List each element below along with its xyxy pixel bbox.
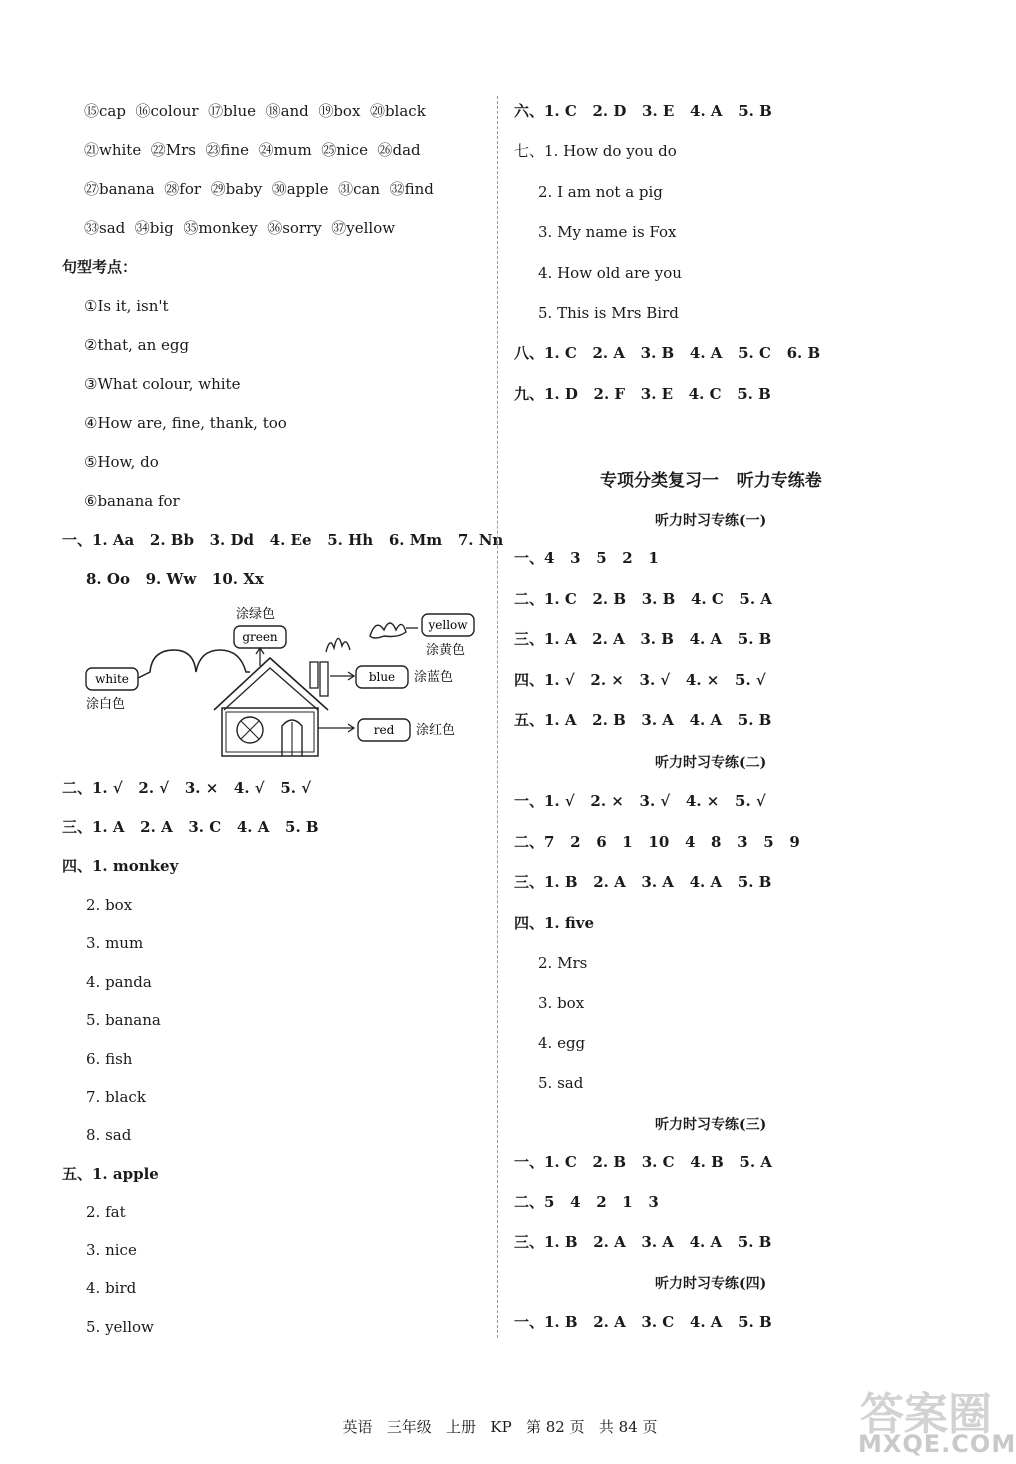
vocab-row: ㉝sad ㉞big ㉟monkey ㊱sorry ㊲yellow	[84, 219, 396, 237]
section-7-item: 2. I am not a pig	[538, 183, 663, 201]
sentence-item: ①Is it, isn't	[84, 297, 169, 315]
practice-1-line: 三、1. A 2. A 3. B 4. A 5. B	[514, 630, 772, 648]
section-4-item: 5. banana	[86, 1011, 161, 1029]
section-8: 八、1. C 2. A 3. B 4. A 5. C 6. B	[514, 344, 821, 362]
chimney	[310, 662, 318, 688]
section-title: 专项分类复习一 听力专练卷	[600, 471, 822, 491]
section-1-line-1: 一、1. Aa 2. Bb 3. Dd 4. Ee 5. Hh 6. Mm 7. Nn	[62, 531, 504, 549]
practice-2-line: 二、7 2 6 1 10 4 8 3 5 9	[514, 833, 800, 851]
section-4-item: 7. black	[86, 1088, 146, 1106]
section-1-line-2: 8. Oo 9. Ww 10. Xx	[86, 570, 264, 588]
sentence-item: ③What colour, white	[84, 375, 241, 393]
practice-2-line: 一、1. √ 2. × 3. √ 4. × 5. √	[514, 792, 766, 810]
practice-2-item: 2. Mrs	[538, 954, 588, 972]
vocab-row: ⑮cap ⑯colour ⑰blue ⑱and ⑲box ⑳black	[84, 102, 426, 120]
practice-1-line: 四、1. √ 2. × 3. √ 4. × 5. √	[514, 671, 766, 689]
section-7-first: 七、1. How do you do	[514, 142, 677, 160]
practice-1-title: 听力时习专练(一)	[655, 513, 767, 529]
practice-2-title: 听力时习专练(二)	[655, 755, 767, 771]
yellow-label: yellow	[428, 618, 468, 632]
practice-2-item: 3. box	[538, 994, 585, 1012]
practice-3-title: 听力时习专练(三)	[655, 1117, 767, 1133]
column-divider	[497, 96, 498, 1338]
sentence-item: ⑥banana for	[84, 492, 180, 510]
practice-1-line: 一、4 3 5 2 1	[514, 549, 659, 567]
practice-2-line: 四、1. five	[514, 914, 595, 932]
blue-label: blue	[368, 670, 396, 684]
red-label: red	[373, 723, 395, 737]
sentence-item: ④How are, fine, thank, too	[84, 414, 287, 432]
vocab-row: ㉗banana ㉘for ㉙baby ㉚apple ㉛can ㉜find	[84, 180, 434, 198]
section-5-item: 3. nice	[86, 1241, 137, 1259]
paint-red-label: 涂红色	[416, 723, 456, 738]
practice-2-item: 4. egg	[538, 1034, 586, 1052]
watermark-logo: 答案圈	[860, 1389, 992, 1440]
practice-4-line: 一、1. B 2. A 3. C 4. A 5. B	[514, 1313, 772, 1331]
paint-green-label: 涂绿色	[236, 607, 276, 622]
section-4-item: 8. sad	[86, 1126, 132, 1144]
practice-3-line: 二、5 4 2 1 3	[514, 1193, 659, 1211]
section-3: 三、1. A 2. A 3. C 4. A 5. B	[62, 818, 319, 836]
section-2: 二、1. √ 2. √ 3. × 4. √ 5. √	[62, 779, 312, 797]
section-4-item: 4. panda	[86, 973, 152, 991]
practice-1-line: 五、1. A 2. B 3. A 4. A 5. B	[514, 711, 772, 729]
section-4-first: 四、1. monkey	[62, 857, 179, 875]
house-drawing	[80, 600, 480, 770]
practice-3-line: 一、1. C 2. B 3. C 4. B 5. A	[514, 1153, 772, 1171]
section-5-item: 5. yellow	[86, 1318, 154, 1336]
section-4-item: 2. box	[86, 896, 133, 914]
practice-1-line: 二、1. C 2. B 3. B 4. C 5. A	[514, 590, 772, 608]
grass-shape	[326, 638, 350, 652]
section-5-item: 4. bird	[86, 1279, 137, 1297]
practice-3-line: 三、1. B 2. A 3. A 4. A 5. B	[514, 1233, 772, 1251]
white-label: white	[95, 672, 129, 686]
paint-yellow-label: 涂黄色	[426, 643, 466, 658]
paint-blue-label: 涂蓝色	[414, 670, 454, 685]
practice-2-line: 三、1. B 2. A 3. A 4. A 5. B	[514, 873, 772, 891]
sun-shape	[370, 623, 406, 638]
sentence-item: ⑤How, do	[84, 453, 159, 471]
vocab-row: ㉑white ㉒Mrs ㉓fine ㉔mum ㉕nice ㉖dad	[84, 141, 421, 159]
practice-2-item: 5. sad	[538, 1074, 584, 1092]
section-9: 九、1. D 2. F 3. E 4. C 5. B	[514, 385, 771, 403]
section-7-item: 4. How old are you	[538, 264, 682, 282]
house-roof	[214, 658, 328, 710]
practice-4-title: 听力时习专练(四)	[655, 1276, 767, 1292]
section-7-item: 5. This is Mrs Bird	[538, 304, 679, 322]
green-label: green	[242, 630, 278, 644]
watermark-url: MXQE.COM	[858, 1430, 1016, 1458]
house-body	[222, 708, 318, 756]
section-7-item: 3. My name is Fox	[538, 223, 677, 241]
paint-white-label: 涂白色	[86, 697, 126, 712]
section-5-first: 五、1. apple	[62, 1165, 159, 1183]
sentence-heading: 句型考点：	[62, 258, 138, 276]
cloud-shape	[138, 650, 250, 678]
sentence-item: ②that, an egg	[84, 336, 190, 354]
section-5-item: 2. fat	[86, 1203, 126, 1221]
coloring-diagram	[80, 600, 480, 770]
section-6: 六、1. C 2. D 3. E 4. A 5. B	[514, 102, 772, 120]
section-4-item: 3. mum	[86, 934, 144, 952]
section-4-item: 6. fish	[86, 1050, 133, 1068]
page-footer: 英语 三年级 上册 KP 第 82 页 共 84 页	[342, 1418, 658, 1436]
